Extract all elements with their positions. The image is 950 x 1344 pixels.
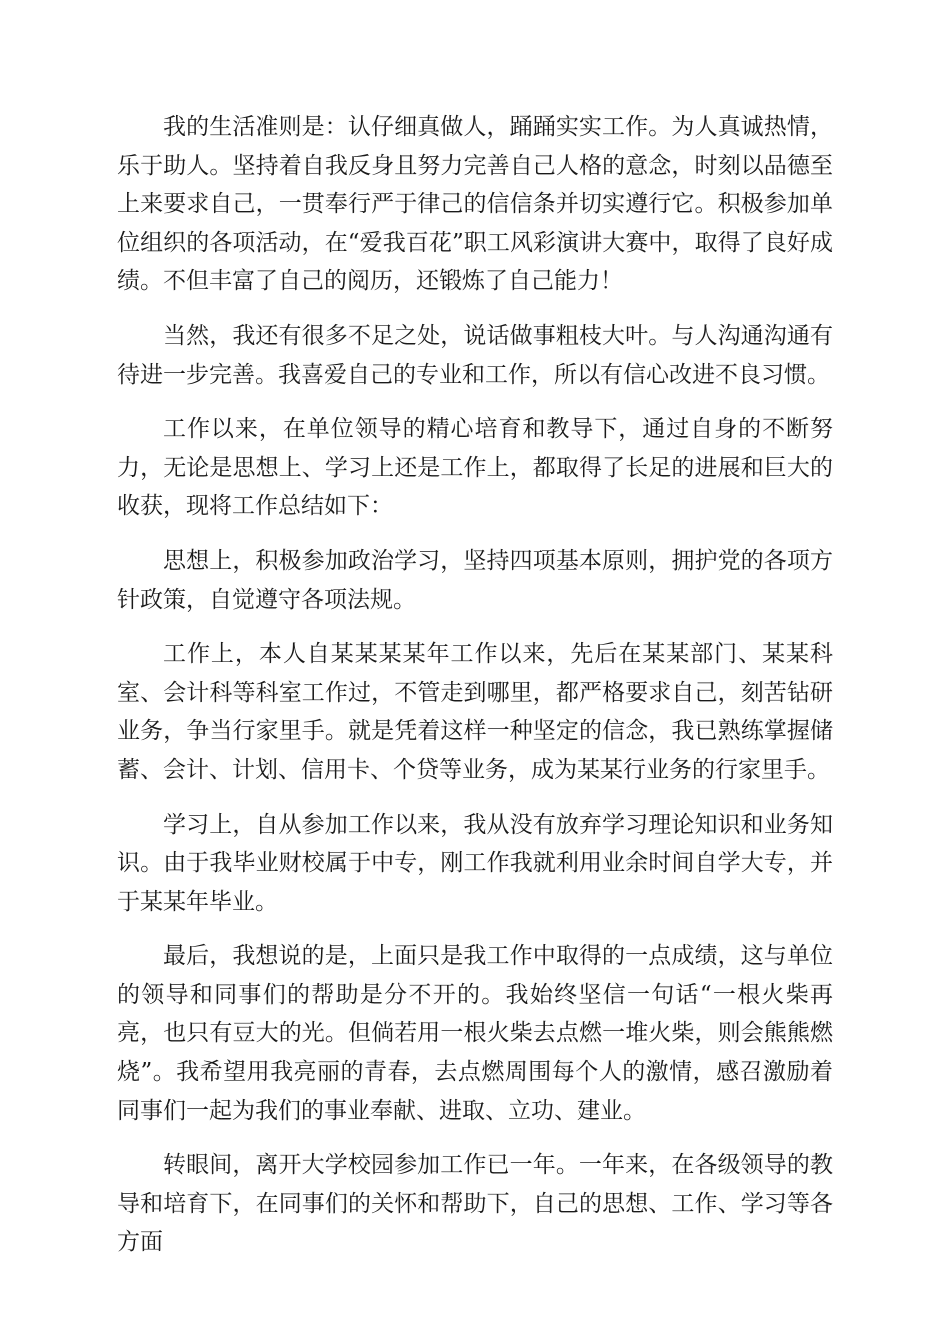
paragraph-work: 工作上，本人自某某某某年工作以来，先后在某某部门、某某科室、会计科等科室工作过，不管走到哪里，都严格要求自己，刻苦钻研业务，争当行家里手。就是凭着这样一种坚定的信念，我已熟练掌握储蓄、会计、计划、信用卡、个贷等业务，成为某某行业务的行家里手。 [117, 641, 833, 783]
paragraph-ideology: 思想上，积极参加政治学习，坚持四项基本原则，拥护党的各项方针政策，自觉遵守各项法规。 [117, 547, 833, 613]
paragraph-shortcomings: 当然，我还有很多不足之处，说话做事粗枝大叶。与人沟通沟通有待进一步完善。我喜爱自己的专业和工作，所以有信心改进不良习惯。 [117, 322, 833, 388]
document-body [117, 108, 833, 1278]
paragraph-conclusion: 最后，我想说的是，上面只是我工作中取得的一点成绩，这与单位的领导和同事们的帮助是分不开的。我始终坚信一句话“一根火柴再亮，也只有豆大的光。但倘若用一根火柴去点燃一堆火柴，则会熊熊燃烧”。我希望用我亮丽的青春，去点燃周围每个人的激情，感召激励着同事们一起为我们的事业奉献、进取、立功、建业。 [117, 943, 833, 1124]
paragraph-one-year: 转眼间，离开大学校园参加工作已一年。一年来，在各级领导的教导和培育下，在同事们的关怀和帮助下，自己的思想、工作、学习等各方面 [117, 1152, 833, 1256]
paragraph-work-intro: 工作以来，在单位领导的精心培育和教导下，通过自身的不断努力，无论是思想上、学习上还是工作上，都取得了长足的进展和巨大的收获，现将工作总结如下： [117, 416, 833, 520]
paragraph-study: 学习上，自从参加工作以来，我从没有放弃学习理论知识和业务知识。由于我毕业财校属于中专，刚工作我就利用业余时间自学大专，并于某某年毕业。 [117, 811, 833, 915]
paragraph-life-principles: 我的生活准则是：认仔细真做人，踊踊实实工作。为人真诚热情，乐于助人。坚持着自我反身且努力完善自己人格的意念，时刻以品德至上来要求自己，一贯奉行严于律己的信信条并切实遵行它。积极参加单位组织的各项活动，在“爱我百花”职工风彩演讲大赛中，取得了良好成绩。不但丰富了自己的阅历，还锻炼了自己能力！ [117, 114, 833, 295]
